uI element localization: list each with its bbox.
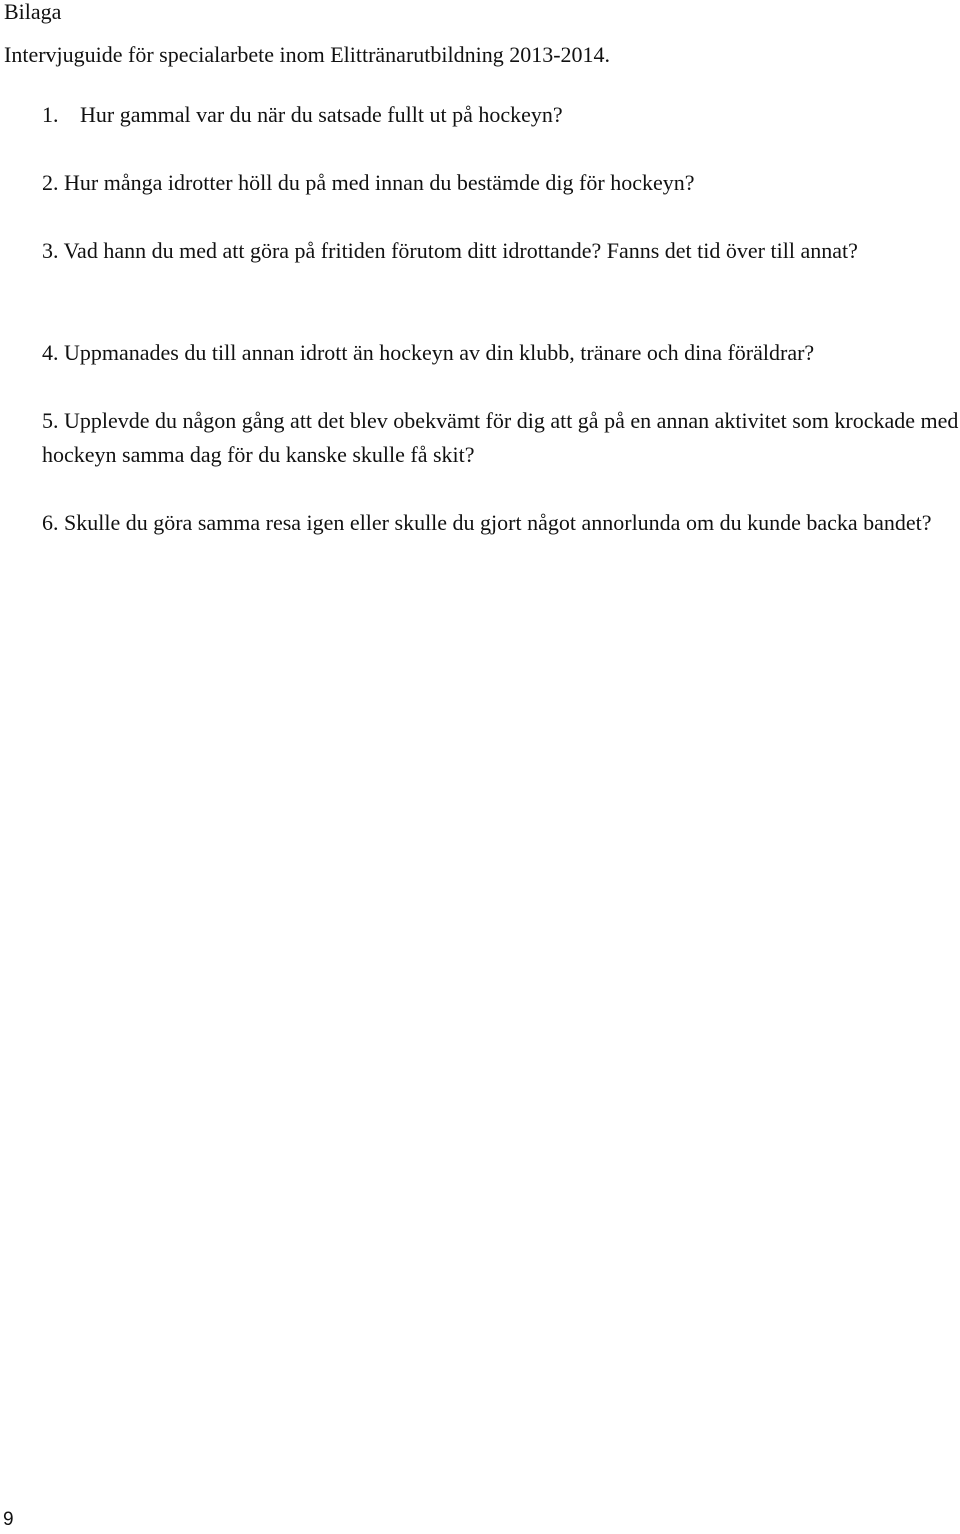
question-1-number: 1.: [42, 102, 59, 127]
question-1-text: Hur gammal var du när du satsade fullt ut på hockeyn?: [80, 102, 563, 127]
question-3-text: Vad hann du med att göra på fritiden förutom ditt idrottande? Fanns det tid över till annat?: [63, 238, 858, 263]
document-subheading: Intervjuguide för specialarbete inom Elittränarutbildning 2013-2014.: [4, 42, 611, 67]
question-5-number: 5.: [42, 408, 59, 433]
question-6: [42, 506, 960, 540]
document-heading: Bilaga: [4, 0, 62, 24]
question-3: [42, 234, 960, 268]
question-2-text: Hur många idrotter höll du på med innan du bestämde dig för hockeyn?: [64, 170, 695, 195]
question-2-number: 2.: [42, 170, 59, 195]
page-number: 9: [3, 1509, 14, 1530]
question-6-number: 6.: [42, 510, 59, 535]
question-6-text: Skulle du göra samma resa igen eller skulle du gjort något annorlunda om du kunde backa bandet?: [64, 510, 932, 535]
question-1: [42, 98, 960, 132]
question-4: [42, 336, 960, 370]
question-5: [42, 404, 960, 472]
question-5-text: Upplevde du någon gång att det blev obekvämt för dig att gå på en annan aktivitet som krockade med hockeyn samma dag för du kanske skulle få skit?: [42, 408, 959, 467]
question-3-number: 3.: [42, 238, 59, 263]
question-4-text: Uppmanades du till annan idrott än hockeyn av din klubb, tränare och dina föräldrar?: [64, 340, 815, 365]
question-4-number: 4.: [42, 340, 59, 365]
question-2: [42, 166, 960, 200]
